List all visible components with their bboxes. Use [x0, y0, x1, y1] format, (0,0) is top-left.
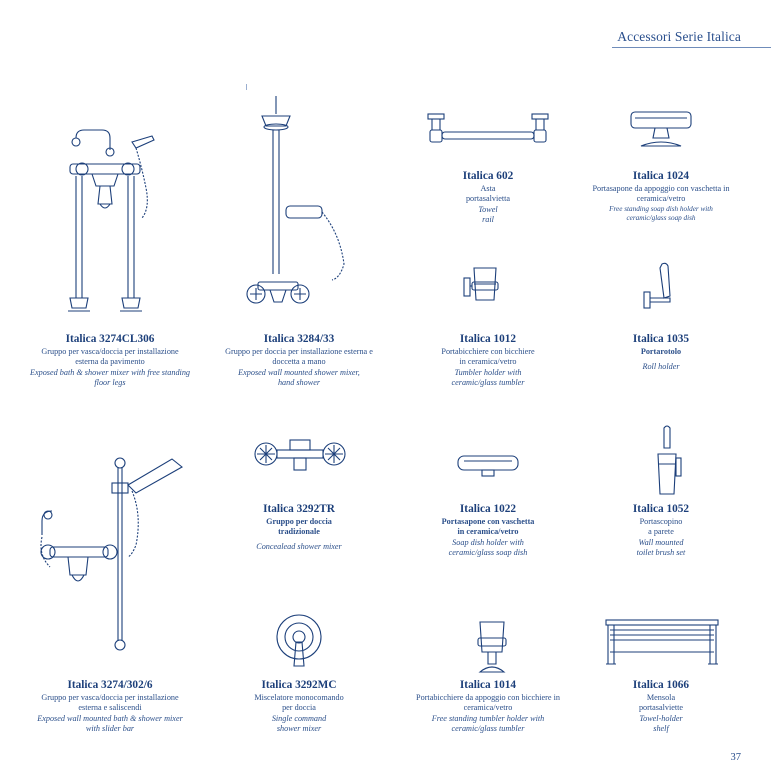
product-name: Italica 1022 [459, 503, 517, 515]
english-desc: Concealead shower mixer [256, 541, 342, 551]
italian-desc: ceramica/vetro [636, 194, 686, 204]
italian-desc: Gruppo per doccia per installazione esterna e [225, 347, 373, 356]
english-desc: ceramic/glass soap dish [626, 214, 696, 223]
product-name: Italica 602 [462, 170, 514, 182]
italian-desc: Mensola [646, 693, 676, 702]
english-desc: shower mixer [276, 723, 322, 733]
italian-desc: Portabicchiere da appoggio con bicchiere in [416, 693, 560, 702]
product-name: Italica 1024 [632, 170, 690, 182]
english-desc: Exposed wall mounted bath & shower mixer [37, 713, 183, 723]
italian-desc: Portascopino [639, 517, 683, 526]
concealed-shower-mixer-icon [252, 436, 348, 476]
italian-desc: esterna da pavimento [75, 357, 145, 367]
toilet-brush-icon [650, 424, 684, 500]
product-name: Italica 1014 [459, 679, 517, 691]
header-rule [612, 47, 771, 48]
roll-holder-icon [640, 260, 684, 314]
italian-desc: tradizionale [278, 527, 320, 537]
english-desc: ceramic/glass tumbler [451, 723, 525, 733]
italian-desc: ceramica/vetro [463, 703, 513, 713]
freestanding-bath-mixer-icon [62, 128, 158, 318]
wall-soap-dish-icon [456, 452, 520, 478]
product-1014 [393, 679, 583, 734]
english-desc: shelf [653, 723, 669, 733]
english-desc: Towel [478, 204, 498, 214]
product-name: Italica 3292MC [261, 679, 337, 691]
italian-desc: portasalvietta [465, 194, 511, 204]
italian-desc: Gruppo per vasca/doccia per installazione [41, 693, 179, 702]
product-1012 [393, 333, 583, 388]
product-3284-33 [204, 333, 394, 388]
product-602 [393, 170, 583, 225]
english-desc: Exposed bath & shower mixer with free standing [29, 367, 191, 377]
italian-desc: Asta [480, 184, 496, 193]
english-desc: Free standing soap dish holder with [609, 204, 713, 213]
page-number: 37 [730, 752, 741, 763]
english-desc: ceramic/glass soap dish [448, 547, 528, 557]
italian-desc: Gruppo per doccia [266, 517, 332, 526]
product-3292tr [204, 503, 394, 552]
italian-desc: Miscelatore monocomando [254, 693, 344, 702]
italian-desc: per doccia [282, 703, 316, 713]
product-1022 [393, 503, 583, 558]
english-desc: Tumbler holder with [454, 367, 522, 377]
product-name: Italica 1012 [459, 333, 517, 345]
single-lever-mixer-icon [274, 612, 324, 670]
italian-desc: a parete [648, 527, 674, 537]
italian-desc: portasalviette [638, 703, 684, 713]
italian-desc: Portasapone da appoggio con vaschetta in [592, 184, 730, 193]
product-name: Italica 3292TR [263, 503, 335, 515]
english-desc: Wall mounted [638, 537, 684, 547]
english-desc: Roll holder [642, 362, 680, 372]
italian-desc: in ceramica/vetro [457, 527, 519, 537]
product-name: Italica 3284/33 [263, 333, 335, 345]
product-name: Italica 3274/302/6 [67, 679, 153, 691]
italian-desc: Portarotolo [640, 347, 682, 356]
product-name: Italica 1066 [632, 679, 690, 691]
english-desc: Free standing tumbler holder with [431, 713, 545, 723]
product-name: Italica 3274CL306 [65, 333, 155, 345]
italian-desc: Portabicchiere con bicchiere [441, 347, 535, 356]
bath-mixer-slider-icon [32, 455, 192, 655]
product-1024 [566, 170, 756, 224]
italian-desc: Gruppo per vasca/doccia per installazione [41, 347, 179, 356]
product-1066 [566, 679, 756, 734]
decorative-tick [246, 84, 247, 90]
page-header [617, 29, 741, 45]
towel-rail-icon [424, 110, 554, 146]
english-desc: with slider bar [85, 723, 135, 733]
english-desc: Exposed wall mounted shower mixer, [238, 367, 360, 377]
page-title: Accessori Serie Italica [617, 29, 741, 44]
english-desc: toilet brush set [636, 547, 686, 557]
standing-tumbler-icon [474, 620, 510, 674]
product-3274cl306 [15, 333, 205, 388]
towel-shelf-icon [604, 618, 720, 668]
tumbler-holder-icon [462, 264, 504, 314]
product-3274-302-6 [15, 679, 205, 734]
product-name: Italica 1052 [632, 503, 690, 515]
italian-desc: doccetta a mano [272, 357, 326, 367]
product-name: Italica 1035 [632, 333, 690, 345]
english-desc: Single command [271, 713, 327, 723]
english-desc: hand shower [277, 377, 321, 387]
english-desc: ceramic/glass tumbler [451, 377, 525, 387]
shower-column-icon [240, 94, 350, 309]
product-1052 [566, 503, 756, 558]
italian-desc: in ceramica/vetro [459, 357, 517, 367]
product-3292mc [204, 679, 394, 734]
product-1035 [566, 333, 756, 373]
english-desc: floor legs [94, 377, 126, 387]
italian-desc: Portasapone con vaschetta [441, 517, 535, 526]
standing-soap-dish-icon [629, 110, 693, 150]
italian-desc: esterna e saliscendi [78, 703, 142, 713]
english-desc: rail [482, 214, 494, 224]
english-desc: Soap dish holder with [452, 537, 524, 547]
english-desc: Towel-holder [639, 713, 683, 723]
